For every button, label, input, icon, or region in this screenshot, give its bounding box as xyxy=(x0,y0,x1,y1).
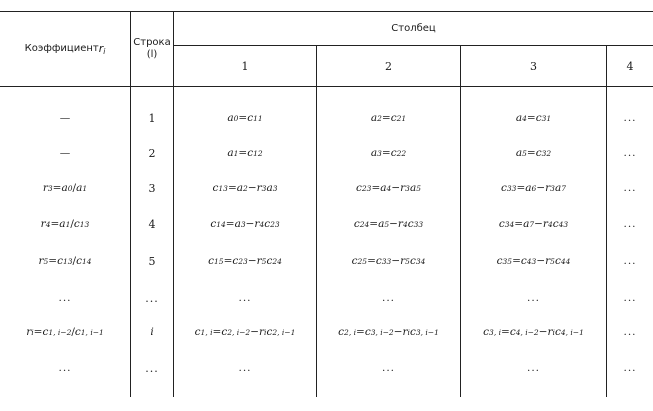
math-symbol: c xyxy=(498,218,505,230)
column-header-label: 4 xyxy=(626,59,634,73)
math-symbol: r xyxy=(400,182,406,194)
formula-cell xyxy=(174,358,316,378)
formula-cell xyxy=(317,358,460,378)
formula-cell xyxy=(607,251,653,271)
math-symbol: c xyxy=(76,255,82,267)
math-symbol: = xyxy=(501,326,510,338)
formula-cell xyxy=(174,108,316,128)
formula-cell xyxy=(317,322,460,342)
math-subscript: 5 xyxy=(261,256,267,266)
math-subscript: 14 xyxy=(81,256,92,266)
math-subscript: 13 xyxy=(218,183,228,193)
math-symbol: a xyxy=(515,147,523,159)
math-symbol: c xyxy=(338,326,345,338)
dash: — xyxy=(59,147,71,159)
math-symbol: = xyxy=(223,255,233,267)
math-symbol: = xyxy=(512,255,521,267)
formula-cell xyxy=(174,178,316,198)
math-subscript: i xyxy=(31,327,34,337)
math-symbol: c xyxy=(407,218,414,230)
math-symbol: = xyxy=(526,147,536,159)
math-symbol: r xyxy=(542,218,548,230)
row-number-cell xyxy=(131,288,173,308)
math-subscript: 3, i−2 xyxy=(370,327,394,337)
math-subscript: 32 xyxy=(541,148,552,158)
math-subscript: 4 xyxy=(547,219,553,229)
row-header-text: Строка xyxy=(133,36,171,48)
math-subscript: 3 xyxy=(405,183,410,193)
cell-text: 4 xyxy=(148,217,156,231)
math-symbol: a xyxy=(59,218,66,230)
coef-cell xyxy=(0,251,130,271)
math-symbol: c xyxy=(483,326,490,338)
math-symbol: = xyxy=(212,326,222,338)
math-subscript: 2, i xyxy=(344,327,356,337)
math-symbol: a xyxy=(515,112,523,124)
math-symbol: c xyxy=(247,147,254,159)
ellipsis: ... xyxy=(58,292,72,304)
formula-cell xyxy=(317,143,460,163)
math-symbol: c xyxy=(74,326,81,338)
formula-cell xyxy=(461,143,606,163)
math-symbol: c xyxy=(375,255,382,267)
math-symbol: = xyxy=(514,218,524,230)
math-symbol: / xyxy=(72,182,77,194)
header-bottom-rule xyxy=(0,86,653,87)
math-subscript: 4 xyxy=(45,219,51,229)
math-symbol: c xyxy=(554,255,561,267)
math-symbol: r xyxy=(547,326,553,338)
coef-cell xyxy=(0,288,130,308)
math-symbol: = xyxy=(238,112,248,124)
math-symbol: c xyxy=(409,255,416,267)
math-symbol: − xyxy=(391,182,401,194)
math-subscript: 21 xyxy=(396,113,407,123)
ellipsis: ... xyxy=(381,292,395,304)
math-symbol: r xyxy=(38,255,44,267)
math-symbol: = xyxy=(48,255,58,267)
formula-cell xyxy=(607,108,653,128)
math-symbol: a xyxy=(378,218,385,230)
math-symbol: = xyxy=(381,112,391,124)
math-symbol: = xyxy=(526,112,536,124)
formula-cell xyxy=(461,251,606,271)
formula-cell xyxy=(174,322,316,342)
math-symbol: a xyxy=(61,182,68,194)
math-subscript: 7 xyxy=(529,219,535,229)
math-symbol: r xyxy=(40,218,46,230)
math-symbol: − xyxy=(247,182,257,194)
math-subscript: 34 xyxy=(504,219,515,229)
math-subscript: 12 xyxy=(253,148,263,158)
formula-cell xyxy=(317,288,460,308)
math-subscript: 4 xyxy=(522,113,527,123)
math-subscript: 31 xyxy=(541,113,552,123)
formula-cell xyxy=(317,178,460,198)
math-symbol: c xyxy=(364,326,371,338)
math-subscript: 15 xyxy=(214,256,224,266)
math-subscript: 3 xyxy=(240,219,246,229)
math-symbol: a xyxy=(227,147,234,159)
math-subscript: i xyxy=(407,327,410,337)
math-subscript: 14 xyxy=(216,219,226,229)
column-header-label: 1 xyxy=(241,59,249,73)
formula-cell xyxy=(174,214,316,234)
math-symbol: / xyxy=(71,326,75,338)
cell-text: 2 xyxy=(148,146,156,160)
row-number-cell xyxy=(131,358,173,378)
math-subscript: 1 xyxy=(65,219,71,229)
math-symbol: r xyxy=(400,255,406,267)
ellipsis: ... xyxy=(58,362,72,374)
math-subscript: 1, i xyxy=(200,327,213,337)
math-subscript: 43 xyxy=(558,219,569,229)
math-symbol: = xyxy=(356,326,365,338)
math-symbol: c xyxy=(351,255,358,267)
math-subscript: 24 xyxy=(272,256,282,266)
math-subscript: 23 xyxy=(270,219,280,229)
formula-cell xyxy=(461,214,606,234)
ellipsis: ... xyxy=(623,292,637,304)
math-symbol: c xyxy=(221,326,228,338)
math-symbol: a xyxy=(370,147,378,159)
math-subscript: 25 xyxy=(357,256,368,266)
math-symbol: r xyxy=(402,326,408,338)
math-symbol: = xyxy=(381,147,391,159)
math-symbol: a xyxy=(76,182,83,194)
coef-header-var xyxy=(99,42,106,56)
math-symbol: = xyxy=(52,182,62,194)
math-subscript: 0 xyxy=(233,113,239,123)
formula-cell xyxy=(461,178,606,198)
math-symbol: r xyxy=(397,218,403,230)
row-number-cell xyxy=(131,143,173,163)
coef-cell xyxy=(0,143,130,163)
math-symbol: a xyxy=(409,182,417,194)
math-subscript: 3 xyxy=(272,183,278,193)
math-subscript: 3 xyxy=(47,183,53,193)
math-symbol: c xyxy=(264,218,271,230)
column-group-header xyxy=(174,11,653,45)
formula-cell xyxy=(461,288,606,308)
math-symbol: − xyxy=(245,218,255,230)
math-subscript: 1 xyxy=(233,148,239,158)
formula-cell xyxy=(461,322,606,342)
ellipsis: ... xyxy=(145,291,159,305)
math-symbol: = xyxy=(367,255,376,267)
formula-cell xyxy=(317,251,460,271)
row-number-cell xyxy=(131,214,173,234)
row-number-cell xyxy=(131,322,173,342)
math-symbol: − xyxy=(247,255,257,267)
formula-cell xyxy=(607,143,653,163)
math-symbol: c xyxy=(552,218,559,230)
math-symbol: − xyxy=(391,255,401,267)
math-subscript: 2, i−2 xyxy=(227,327,251,337)
math-symbol: r xyxy=(259,326,265,338)
ellipsis: ... xyxy=(145,361,159,375)
formula-cell xyxy=(607,288,653,308)
math-subscript: 2 xyxy=(377,113,382,123)
math-subscript: i xyxy=(552,327,555,337)
math-symbol: − xyxy=(538,326,548,338)
math-subscript: 4, i−2 xyxy=(515,327,539,337)
math-symbol: c xyxy=(232,255,239,267)
math-symbol: r xyxy=(254,218,260,230)
math-subscript: 2, i−1 xyxy=(272,327,296,337)
column-header-3 xyxy=(461,46,606,86)
math-symbol: c xyxy=(390,112,397,124)
math-subscript: 33 xyxy=(413,219,424,229)
math-subscript: 35 xyxy=(502,256,513,266)
math-symbol: = xyxy=(225,218,235,230)
math-symbol: − xyxy=(536,255,546,267)
math-subscript: 2 xyxy=(243,183,248,193)
math-symbol: c xyxy=(208,255,215,267)
math-symbol: a xyxy=(525,182,532,194)
ellipsis: ... xyxy=(381,362,395,374)
column-header-4 xyxy=(607,46,653,86)
math-symbol: = xyxy=(516,182,526,194)
math-subscript: 1 xyxy=(82,183,88,193)
math-subscript: 13 xyxy=(79,219,90,229)
ellipsis: ... xyxy=(623,326,637,338)
math-symbol: c xyxy=(520,255,527,267)
math-subscript: 5 xyxy=(405,256,410,266)
ellipsis: ... xyxy=(623,218,637,230)
formula-cell xyxy=(607,322,653,342)
math-subscript: 3, i xyxy=(489,327,501,337)
ellipsis: ... xyxy=(238,292,252,304)
math-symbol: c xyxy=(554,326,561,338)
math-symbol: = xyxy=(369,218,379,230)
math-subscript: 22 xyxy=(396,148,407,158)
math-symbol: c xyxy=(496,255,503,267)
math-subscript: 4 xyxy=(386,183,392,193)
math-symbol: c xyxy=(501,182,507,194)
formula-cell xyxy=(174,288,316,308)
math-symbol: a xyxy=(380,182,387,194)
column-header-1 xyxy=(174,46,316,86)
math-subscript: 3 xyxy=(377,148,382,158)
math-symbol: c xyxy=(509,326,516,338)
math-symbol: c xyxy=(266,326,273,338)
math-symbol: r xyxy=(42,182,48,194)
math-symbol: r xyxy=(545,255,551,267)
math-symbol: c xyxy=(266,255,273,267)
math-symbol: c xyxy=(42,326,49,338)
column-header-2 xyxy=(317,46,460,86)
math-subscript: 23 xyxy=(361,183,372,193)
ellipsis: ... xyxy=(623,362,637,374)
math-symbol: r xyxy=(545,182,551,194)
math-symbol: − xyxy=(536,182,546,194)
math-symbol: − xyxy=(250,326,260,338)
math-subscript: 43 xyxy=(526,256,537,266)
formula-cell xyxy=(461,358,606,378)
coef-cell xyxy=(0,214,130,234)
math-symbol: c xyxy=(356,182,362,194)
ellipsis: ... xyxy=(623,147,637,159)
math-symbol: = xyxy=(371,182,381,194)
math-subscript: 5 xyxy=(384,219,390,229)
ellipsis: ... xyxy=(526,292,540,304)
formula-cell xyxy=(174,251,316,271)
ellipsis: ... xyxy=(623,255,637,267)
math-symbol: = xyxy=(50,218,60,230)
formula-cell xyxy=(174,143,316,163)
coef-cell xyxy=(0,322,130,342)
math-symbol: − xyxy=(534,218,543,230)
dash: — xyxy=(59,112,71,124)
math-symbol: c xyxy=(212,182,219,194)
math-subscript: 33 xyxy=(506,183,517,193)
ellipsis: ... xyxy=(526,362,540,374)
cell-text: 3 xyxy=(148,181,156,195)
math-symbol: r xyxy=(256,182,262,194)
math-symbol: = xyxy=(33,326,43,338)
math-symbol: c xyxy=(247,112,254,124)
formula-cell xyxy=(607,178,653,198)
math-subscript: 3 xyxy=(550,183,555,193)
math-subscript: 1, i−1 xyxy=(80,327,104,337)
math-symbol: a xyxy=(266,182,273,194)
ellipsis: ... xyxy=(238,362,252,374)
coef-cell xyxy=(0,178,130,198)
formula-cell xyxy=(607,358,653,378)
math-subscript: 6 xyxy=(531,183,537,193)
math-symbol: a xyxy=(227,112,234,124)
cell-text: 1 xyxy=(148,111,156,125)
math-subscript: 23 xyxy=(238,256,248,266)
math-symbol: − xyxy=(389,218,398,230)
math-subscript: 7 xyxy=(561,183,566,193)
math-subscript: 34 xyxy=(415,256,426,266)
math-subscript: 11 xyxy=(253,113,263,123)
coef-header-subscript: i xyxy=(103,46,106,56)
formula-cell xyxy=(607,214,653,234)
row-number-cell xyxy=(131,108,173,128)
math-symbol: a xyxy=(554,182,562,194)
math-subscript: i xyxy=(264,327,267,337)
cell-text: i xyxy=(150,326,154,338)
math-subscript: 1, i−2 xyxy=(48,327,72,337)
formula-cell xyxy=(317,108,460,128)
math-symbol: c xyxy=(353,218,360,230)
row-column-header xyxy=(131,11,173,86)
math-symbol: = xyxy=(227,182,237,194)
math-symbol: r xyxy=(26,326,32,338)
math-symbol: / xyxy=(72,255,77,267)
row-header-sub: (l) xyxy=(146,48,158,60)
row-number-cell xyxy=(131,178,173,198)
formula-cell xyxy=(317,214,460,234)
math-symbol: c xyxy=(409,326,416,338)
column-group-label: Столбец xyxy=(391,22,436,34)
math-subscript: 4 xyxy=(402,219,408,229)
math-symbol: a xyxy=(370,112,378,124)
math-symbol: a xyxy=(234,218,241,230)
math-subscript: 3 xyxy=(261,183,267,193)
math-subscript: 0 xyxy=(67,183,73,193)
math-subscript: 5 xyxy=(522,148,527,158)
math-subscript: 24 xyxy=(359,219,370,229)
cell-text: 5 xyxy=(148,254,156,268)
math-subscript: 33 xyxy=(381,256,392,266)
math-symbol: c xyxy=(535,112,542,124)
math-subscript: 44 xyxy=(560,256,571,266)
math-symbol: c xyxy=(210,218,217,230)
math-symbol: − xyxy=(393,326,403,338)
math-subscript: 4 xyxy=(259,219,265,229)
ellipsis: ... xyxy=(623,182,637,194)
math-symbol: c xyxy=(194,326,201,338)
formula-cell xyxy=(461,108,606,128)
math-subscript: 3, i−1 xyxy=(415,327,439,337)
ellipsis: ... xyxy=(623,112,637,124)
math-subscript: 13 xyxy=(62,256,73,266)
coef-cell xyxy=(0,358,130,378)
math-subscript: 5 xyxy=(416,183,421,193)
math-symbol: c xyxy=(73,218,80,230)
row-number-cell xyxy=(131,251,173,271)
column-header-label: 3 xyxy=(530,59,537,73)
math-symbol: a xyxy=(523,218,530,230)
coef-header-symbol: r xyxy=(98,41,104,55)
math-subscript: 4, i−1 xyxy=(560,327,584,337)
coef-header-text: Коэффициент xyxy=(24,43,99,54)
math-symbol: c xyxy=(535,147,542,159)
math-symbol: / xyxy=(70,218,74,230)
coef-cell xyxy=(0,108,130,128)
math-symbol: c xyxy=(57,255,63,267)
math-symbol: r xyxy=(256,255,262,267)
math-symbol: a xyxy=(236,182,244,194)
coef-column-header xyxy=(0,11,130,86)
math-subscript: 5 xyxy=(43,256,49,266)
column-header-label: 2 xyxy=(385,59,392,73)
math-subscript: 5 xyxy=(550,256,555,266)
math-symbol: = xyxy=(238,147,248,159)
math-symbol: c xyxy=(390,147,397,159)
